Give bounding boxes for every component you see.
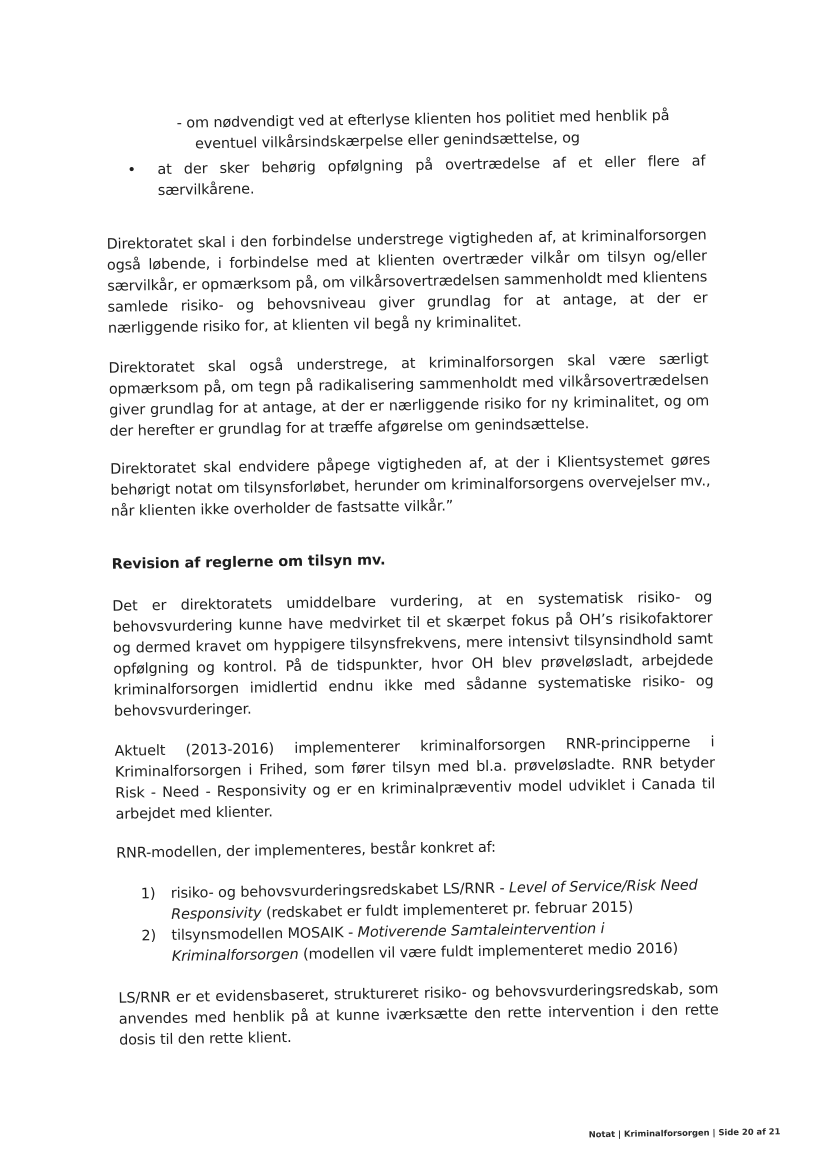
paragraph-rnr-intro: RNR-modellen, der implementeres, består konkret af: (116, 839, 496, 862)
paragraph-radikalisering: Direktoratet skal også understrege, at kriminalforsorgen skal være særligt opmærksom på, om tegn på radikalisering sammenholdt med vilkårsovertrædelsen giver grundlag for at antage, at der er nærliggende risiko for ny kriminalitet, og om der herefter er grundlag for at træffe afgørelse om genindsættelse. (108, 351, 710, 440)
list-text-suffix: (modellen vil være fuldt implementeret medio 2016) (298, 940, 679, 963)
dash-item-line-2: eventuel vilkårsindskærpelse eller genindsættelse, og (194, 130, 581, 153)
paragraph-vurdering: Det er direktoratets umiddelbare vurdering, at en systematisk risiko- og behovsvurdering kunne have medvirket til et skærpet fokus på OH’s risikofaktorer og dermed kravet om hyppigere tilsynsfrekvens, mere intensivt tilsynsindhold samt opfølgning og kontrol. På de tidspunkter, hvor OH blev prøveløsladt, arbejdede kriminalforsorgen imidlertid endnu ikke med sådanne systematiske risiko- og behovsvurderinger. (112, 589, 714, 720)
paragraph-vigtighed: Direktoratet skal i den forbindelse understrege vigtigheden af, at kriminalforsorgen også løbende, i forbindelse med at klienten overtræder vilkår om tilsyn og/eller særvilkår, er opmærksom på, om vilkårsovertrædelsen sammenholdt med klientens samlede risiko- og behovsniveau giver grundlag for at antage, at der er nærliggende risiko for, at klienten vil begå ny kriminalitet. (106, 227, 708, 337)
list-item (141, 917, 718, 968)
dash-item-line-1: - om nødvendigt ved at efterlyse klienten hos politiet med henblik på (176, 107, 670, 132)
paragraph-lsrnr: LS/RNR er et evidensbaseret, struktureret risiko- og behovsvurderingsredskab, som anvendes med henblik på at kunne iværksætte den rette intervention i den rette dosis til den rette klient. (118, 981, 719, 1049)
list-text-prefix: risiko- og behovsvurderingsredskabet LS/RNR - (170, 880, 510, 902)
section-heading: Revision af reglerne om tilsyn mv. (111, 552, 386, 573)
list-text-prefix: tilsynsmodellen MOSAIK - (171, 924, 358, 944)
list-text-italic: Motiverende Samtaleintervention i Kriminalforsorgen (171, 921, 605, 965)
bullet-list-item (127, 151, 706, 202)
paragraph-klientsystem: Direktoratet skal endvidere påpege vigtigheden af, at der i Klientsystemet gøres behørigt notat om tilsynsforløbet, herunder om kriminalforsorgens overvejelser mv., når klienten ikke overholder de fastsatte vilkår.” (110, 452, 711, 520)
dash-list-item (177, 105, 706, 155)
list-text-suffix: (redskabet er fuldt implementeret pr. februar 2015) (261, 899, 634, 922)
paragraph-aktuelt: Aktuelt (2013-2016) implementerer kriminalforsorgen RNR-principperne i Kriminalforsorgen i Frihed, som fører tilsyn med bl.a. prøveløsladte. RNR betyder Risk - Need - Responsivity og er en kriminalpræventiv model udviklet i Canada til arbejdet med klienter. (114, 734, 716, 823)
list-number: 2) (141, 928, 157, 945)
list-number: 1) (140, 886, 156, 903)
bullet-text: at der sker behørig opfølgning på overtrædelse af et eller flere af særvilkårene. (157, 153, 706, 199)
list-text-italic: Level of Service/Risk Need Responsivity (171, 877, 698, 923)
list-text (171, 917, 718, 968)
page-content (103, 0, 719, 1049)
numbered-list (141, 875, 718, 968)
page-footer: Notat | Kriminalforsorgen | Side 20 af 21 (588, 1126, 781, 1140)
bullet-marker: • (127, 162, 136, 179)
